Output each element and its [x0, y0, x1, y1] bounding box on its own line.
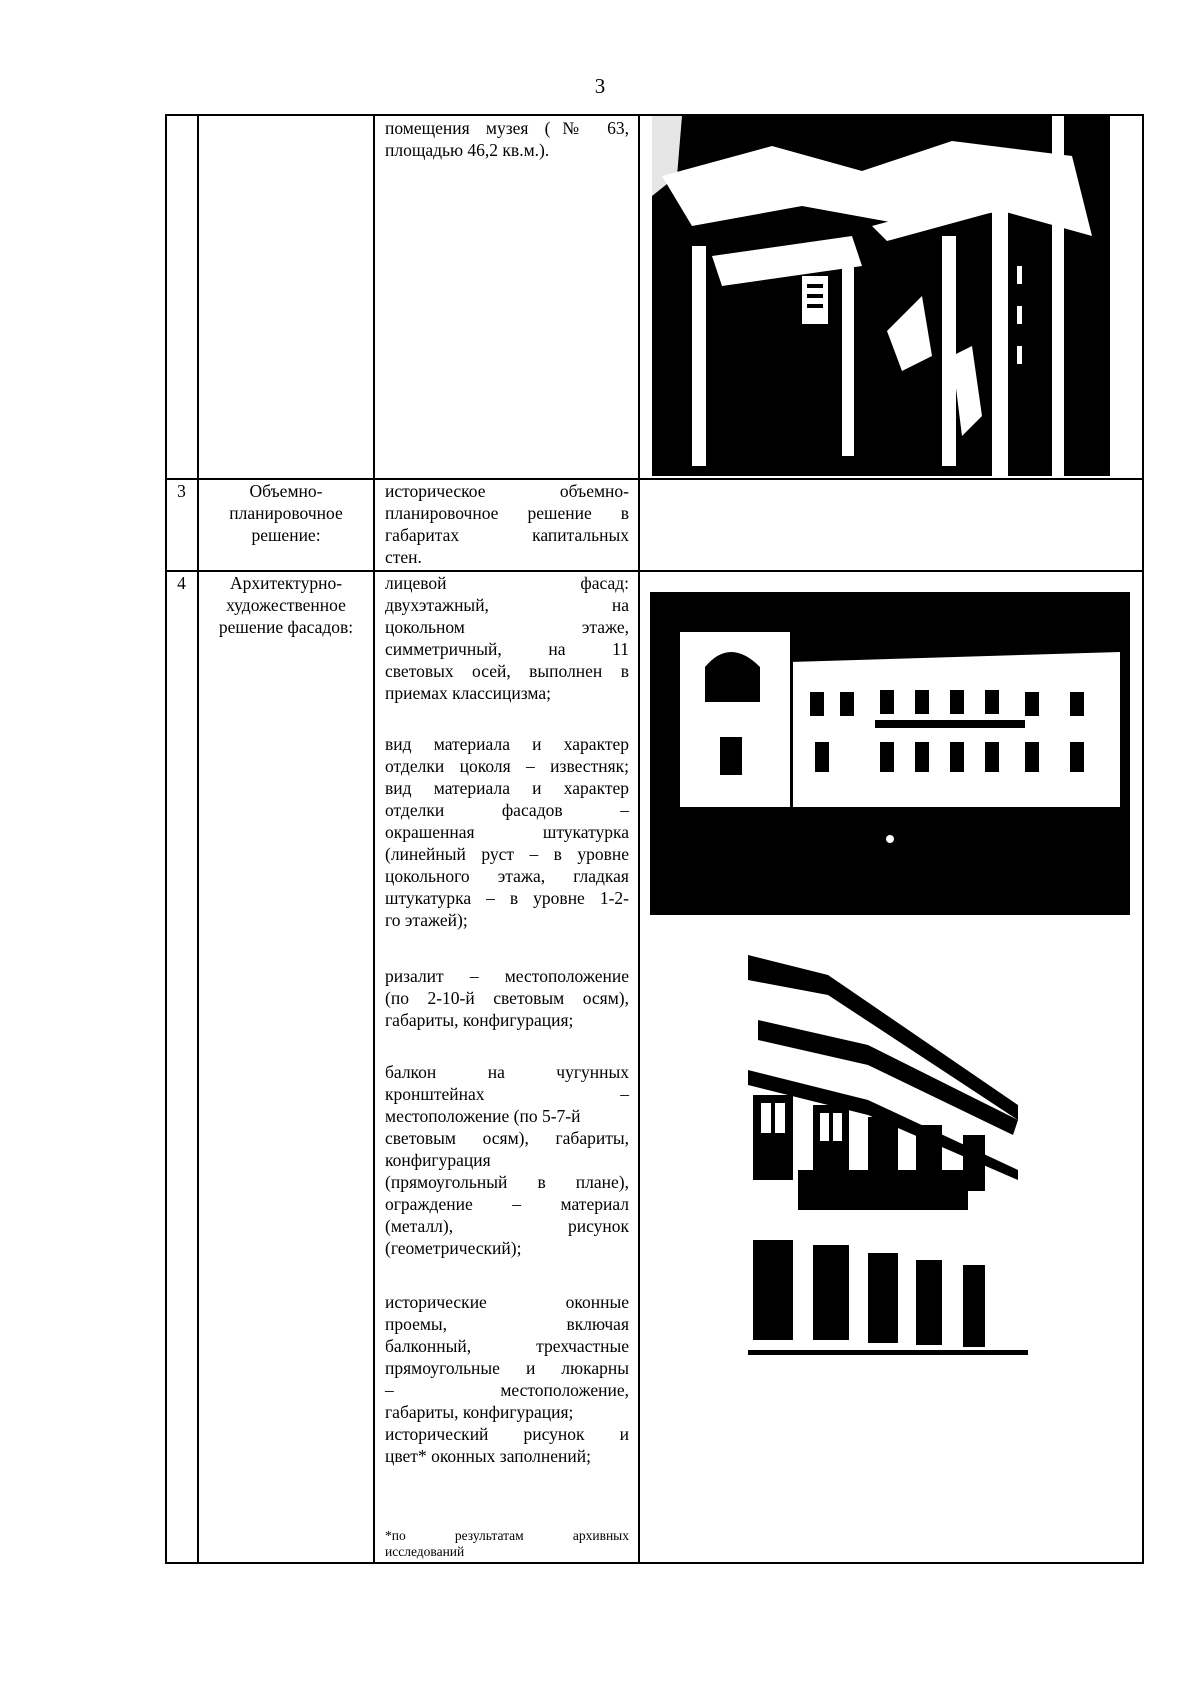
row3-desc-line-2: планировочное решение в — [385, 503, 629, 523]
row3-desc-line-1: историческое объемно- — [385, 481, 629, 501]
balcony-facade-photo — [748, 955, 1028, 1389]
p4-line-7: ограждение – материал — [385, 1194, 629, 1214]
row3-desc-line-4: стен. — [385, 547, 422, 567]
museum-interior-photo — [652, 116, 1110, 476]
table-border-left — [165, 114, 167, 1564]
column-divider-2 — [373, 114, 375, 1564]
row-divider-3 — [165, 478, 1144, 480]
page-number: 3 — [594, 74, 606, 98]
p1-line-4: симметричный, на 11 — [385, 639, 629, 659]
row3-title-line-1: Объемно- — [249, 481, 323, 501]
p2-line-5: окрашенная штукатурка — [385, 822, 629, 842]
p4-line-6: (прямоугольный в плане), — [385, 1172, 629, 1192]
cont-desc-line-2: площадью 46,2 кв.м.). — [385, 140, 550, 160]
p2-line-9: го этажей); — [385, 910, 468, 930]
p4-line-3: местоположение (по 5-7-й — [385, 1106, 581, 1126]
p2-line-2: отделки цоколя – известняк; — [385, 756, 629, 776]
p4-line-8: (металл), рисунок — [385, 1216, 629, 1236]
row-divider-4 — [165, 570, 1144, 572]
cont-desc-line-1: помещения музея (№ 63, — [385, 118, 629, 138]
footnote-line-1: *по результатам архивных — [385, 1528, 629, 1543]
row3-number: 3 — [177, 481, 186, 501]
p2-line-8: штукатурка – в уровне 1-2- — [385, 888, 629, 908]
p5-line-5: – местоположение, — [385, 1380, 629, 1400]
column-divider-3 — [638, 114, 640, 1564]
row3-title-line-2: планировочное — [229, 503, 343, 523]
p2-line-6: (линейный руст – в уровне — [385, 844, 629, 864]
p5-line-3: балконный, трехчастные — [385, 1336, 629, 1356]
p3-line-2: (по 2-10-й световым осям), — [385, 988, 629, 1008]
footnote-line-2: исследований — [385, 1544, 465, 1559]
table-border-bottom — [165, 1562, 1144, 1564]
row4-title-line-1: Архитектурно- — [229, 573, 343, 593]
p5-line-7: исторический рисунок и — [385, 1424, 629, 1444]
row4-number: 4 — [177, 573, 186, 593]
p1-line-5: световых осей, выполнен в — [385, 661, 629, 681]
column-divider-1 — [197, 114, 199, 1564]
p2-line-3: вид материала и характер — [385, 778, 629, 798]
table-border-right — [1142, 114, 1144, 1564]
p2-line-4: отделки фасадов – — [385, 800, 629, 820]
p4-line-9: (геометрический); — [385, 1238, 522, 1258]
p5-line-2: проемы, включая — [385, 1314, 629, 1334]
row3-desc-line-3: габаритах капитальных — [385, 525, 629, 545]
p3-line-1: ризалит – местоположение — [385, 966, 629, 986]
row4-title-line-2: художественное — [226, 595, 346, 615]
p4-line-1: балкон на чугунных — [385, 1062, 629, 1082]
p2-line-7: цокольного этажа, гладкая — [385, 866, 629, 886]
p5-line-8: цвет* оконных заполнений; — [385, 1446, 591, 1466]
p5-line-1: исторические оконные — [385, 1292, 629, 1312]
p4-line-5: конфигурация — [385, 1150, 491, 1170]
facade-street-photo — [650, 592, 1130, 915]
p2-line-1: вид материала и характер — [385, 734, 629, 754]
p1-line-3: цокольном этаже, — [385, 617, 629, 637]
p4-line-2: кронштейнах – — [385, 1084, 629, 1104]
row4-title-line-3: решение фасадов: — [218, 617, 354, 637]
p1-line-1: лицевой фасад: — [385, 573, 629, 593]
p5-line-6: габариты, конфигурация; — [385, 1402, 574, 1422]
p4-line-4: световым осям), габариты, — [385, 1128, 629, 1148]
p5-line-4: прямоугольные и люкарны — [385, 1358, 629, 1378]
p1-line-6: приемах классицизма; — [385, 683, 551, 703]
row3-title-line-3: решение: — [251, 525, 321, 545]
p3-line-3: габариты, конфигурация; — [385, 1010, 574, 1030]
p1-line-2: двухэтажный, на — [385, 595, 629, 615]
